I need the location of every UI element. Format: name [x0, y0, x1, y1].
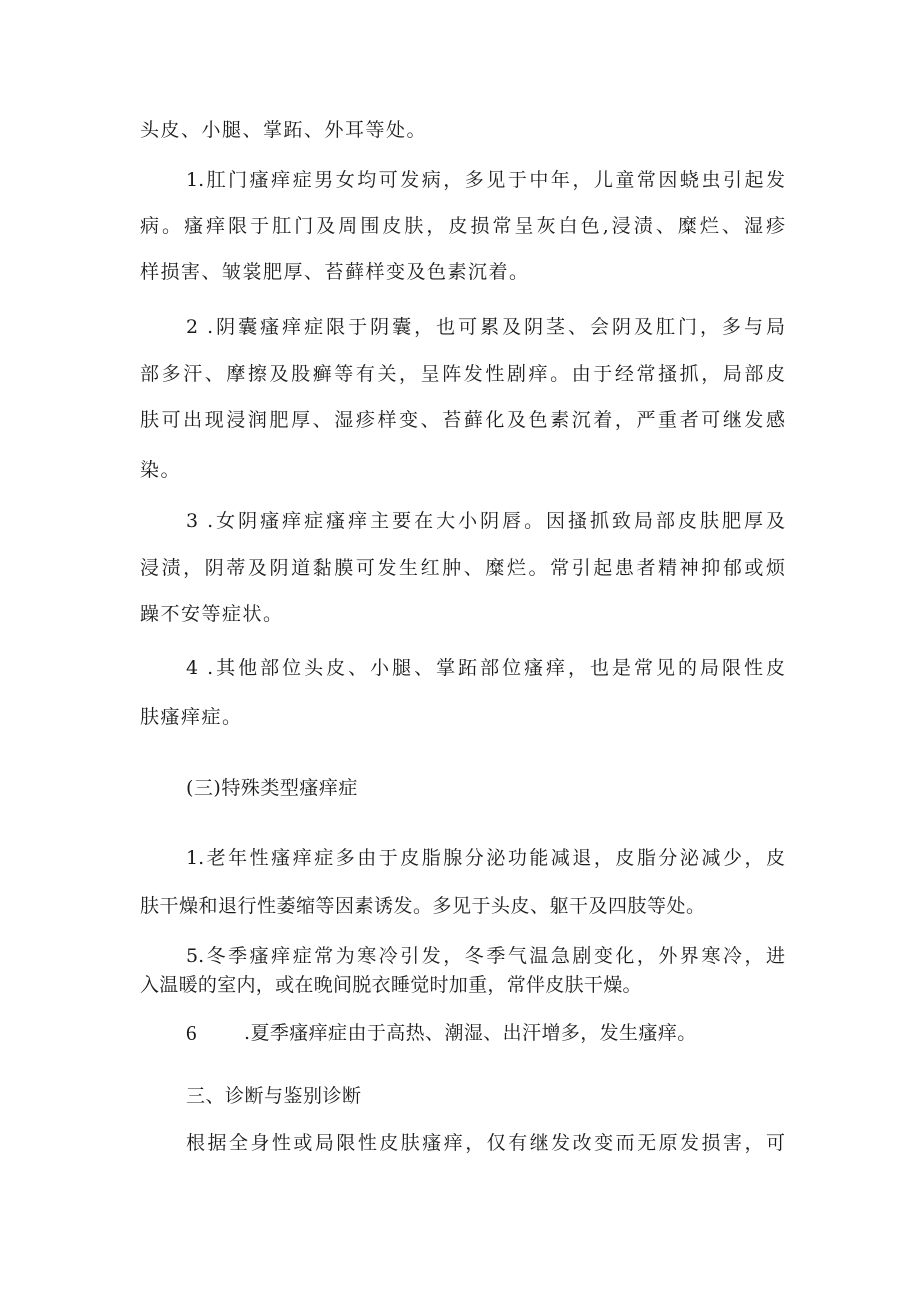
text-line: 肤瘙痒症。	[140, 706, 243, 728]
text-line: 4 .其他部位头皮、小腿、掌跖部位瘙痒，也是常见的局限性皮	[186, 657, 785, 679]
text-line: 根据全身性或局限性皮肤瘙痒，仅有继发改变而无原发损害，可	[186, 1132, 785, 1154]
text-line: 1.老年性瘙痒症多由于皮脂腺分泌功能减退，皮脂分泌减少，皮	[186, 847, 785, 869]
section-heading: 三、诊断与鉴别诊断	[186, 1085, 362, 1107]
text-line: 病。瘙痒限于肛门及周围皮肤，皮损常呈灰白色,浸渍、糜烂、湿疹	[140, 215, 785, 237]
list-number: 6	[186, 1021, 198, 1045]
text-line: 部多汗、摩擦及股癣等有关，呈阵发性剧痒。由于经常搔抓，局部皮	[140, 363, 785, 385]
text-line: .夏季瘙痒症由于高热、潮湿、出汗增多，发生瘙痒。	[244, 1022, 697, 1044]
text-line: 5.冬季瘙痒症常为寒冷引发，冬季气温急剧变化，外界寒冷，进	[186, 945, 785, 967]
text-line: 肤干燥和退行性萎缩等因素诱发。多见于头皮、躯干及四肢等处。	[140, 895, 706, 917]
text-line: 1.肛门瘙痒症男女均可发病，多见于中年，儿童常因蛲虫引起发	[186, 169, 785, 191]
text-line: 3 .女阴瘙痒症瘙痒主要在大小阴唇。因搔抓致局部皮肤肥厚及	[186, 510, 785, 532]
text-line: 2 .阴囊瘙痒症限于阴囊，也可累及阴茎、会阴及肛门，多与局	[186, 316, 785, 338]
text-line: 躁不安等症状。	[140, 603, 284, 625]
text-line: 浸渍，阴蒂及阴道黏膜可发生红肿、糜烂。常引起患者精神抑郁或烦	[140, 557, 785, 579]
text-line: 肤可出现浸润肥厚、湿疹样变、苔藓化及色素沉着，严重者可继发感	[140, 409, 785, 431]
section-heading: (三)特殊类型瘙痒症	[186, 777, 358, 799]
text-line: 头皮、小腿、掌跖、外耳等处。	[140, 119, 428, 141]
text-line: 染。	[140, 459, 182, 481]
text-line: 入温暖的室内，或在晚间脱衣睡觉时加重，常伴皮肤干燥。	[140, 974, 642, 996]
text-line: 样损害、皱裳肥厚、苔藓样变及色素沉着。	[140, 261, 530, 283]
